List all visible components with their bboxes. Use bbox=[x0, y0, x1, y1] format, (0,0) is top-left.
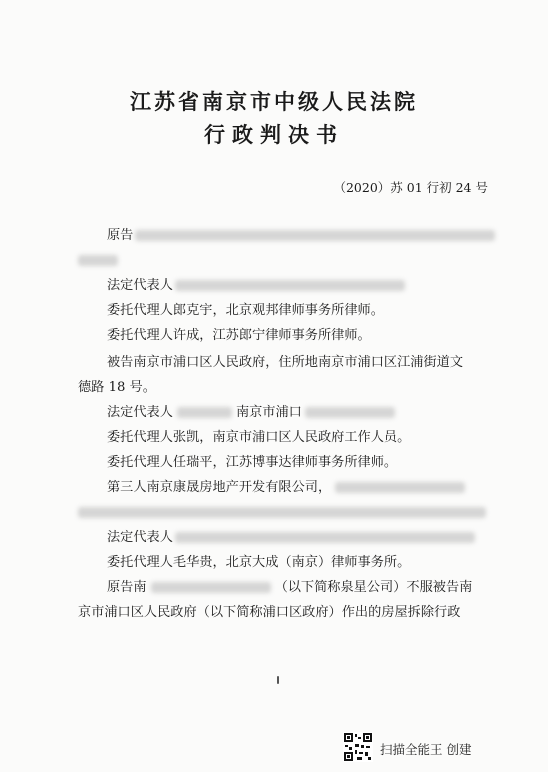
third-party-name: 第三人南京康晟房地产开发有限公司， bbox=[107, 480, 332, 495]
redacted-text bbox=[78, 507, 486, 518]
plaintiff-legal-rep bbox=[107, 278, 405, 294]
plaintiff-label: 原告南 bbox=[107, 580, 147, 595]
court-name: 江苏省南京市中级人民法院 bbox=[130, 89, 418, 114]
defendant-legal-rep bbox=[107, 405, 395, 421]
redacted-text bbox=[135, 230, 495, 241]
plaintiff-line-cont bbox=[78, 253, 118, 269]
case-intro-text: （以下简称泉星公司）不服被告南 bbox=[274, 580, 473, 595]
qr-code-icon bbox=[343, 732, 373, 762]
case-intro-line bbox=[107, 580, 472, 596]
legal-rep-org: 南京市浦口 bbox=[235, 405, 302, 420]
legal-rep-label: 法定代表人 bbox=[107, 530, 173, 545]
redacted-text bbox=[175, 280, 405, 291]
legal-rep-label: 法定代表人 bbox=[107, 405, 173, 420]
agent-line: 委托代理人任瑞平，江苏博事达律师事务所律师。 bbox=[107, 455, 398, 470]
redacted-text bbox=[177, 407, 232, 418]
agent-line: 委托代理人郎克宇，北京观邦律师事务所律师。 bbox=[107, 303, 384, 318]
case-number: （2020）苏 01 行初 24 号 bbox=[333, 180, 488, 195]
case-intro-line: 京市浦口区人民政府（以下简称浦口区政府）作出的房屋拆除行政 bbox=[78, 605, 461, 620]
legal-rep-label: 法定代表人 bbox=[107, 278, 173, 293]
agent-line: 委托代理人毛华贵，北京大成（南京）律师事务所。 bbox=[107, 555, 411, 570]
redacted-text bbox=[305, 407, 395, 418]
redacted-text bbox=[335, 482, 465, 493]
defendant-line: 被告南京市浦口区人民政府，住所地南京市浦口区江浦街道文 bbox=[107, 355, 464, 370]
third-party-address bbox=[78, 505, 486, 521]
watermark-text: 扫描全能王 创建 bbox=[380, 742, 472, 757]
redacted-text bbox=[151, 582, 271, 593]
plaintiff-line bbox=[107, 228, 495, 244]
defendant-address: 德路 18 号。 bbox=[78, 380, 156, 395]
third-party-line bbox=[107, 480, 465, 496]
redacted-text bbox=[78, 255, 118, 266]
third-party-legal-rep bbox=[107, 530, 475, 546]
plaintiff-prefix: 原告 bbox=[107, 228, 134, 243]
redacted-text bbox=[175, 532, 475, 543]
document-title: 行政判决书 bbox=[204, 122, 344, 147]
agent-line: 委托代理人张凯，南京市浦口区人民政府工作人员。 bbox=[107, 430, 411, 445]
agent-line: 委托代理人许成，江苏郎宁律师事务所律师。 bbox=[107, 328, 371, 343]
page-mark bbox=[277, 676, 279, 684]
